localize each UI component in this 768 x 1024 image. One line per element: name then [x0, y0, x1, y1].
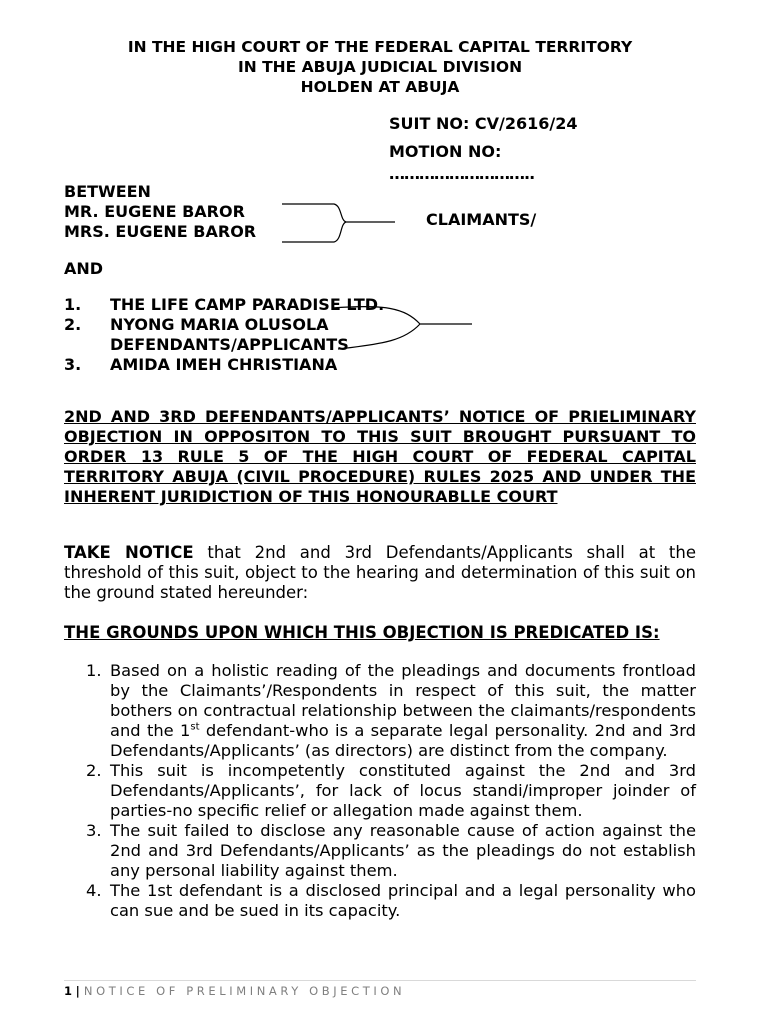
ground-text-part2: defendant-who is a separate legal personality. 2nd and 3rd Defendants/Applicants’ (as directors) are distinct from the company. — [110, 721, 696, 760]
grounds-list — [64, 661, 696, 921]
claimants-brace — [282, 204, 395, 242]
suit-number: SUIT NO: CV/2616/24 — [389, 114, 578, 133]
defendants-brace — [332, 307, 472, 349]
take-notice-text: that 2nd and 3rd Defendants/Applicants shall at the threshold of this suit, object to the hearing and determination of this suit on the ground stated hereunder: — [64, 543, 697, 602]
defendant-1-name: THE LIFE CAMP PARADISE LTD. — [110, 295, 385, 314]
defendant-3-number: 3. — [64, 355, 82, 374]
take-notice-lead: TAKE NOTICE — [64, 543, 194, 562]
ground-text-part1: Based on a holistic reading of the pleadings and documents frontload by the Claimants’/Respondents in respect of this suit, the matter bothers on contractual relationship between the claimants/respondents and the 1 — [110, 661, 696, 740]
ground-number: 1. — [86, 661, 102, 680]
ground-text: The 1st defendant is a disclosed principal and a legal personality who can sue and be sued in its capacity. — [110, 881, 696, 920]
court-title-line1: IN THE HIGH COURT OF THE FEDERAL CAPITAL TERRITORY — [127, 38, 633, 56]
page-footer — [64, 984, 405, 998]
ground-number: 2. — [86, 761, 102, 780]
ground-number: 3. — [86, 821, 102, 840]
page-number: 1 — [64, 984, 73, 998]
and-label: AND — [64, 259, 104, 278]
defendants-label: DEFENDANTS/APPLICANTS — [110, 335, 349, 354]
motion-number-label: MOTION NO: — [389, 142, 502, 161]
court-title-line3: HOLDEN AT ABUJA — [300, 78, 460, 96]
defendant-2-number: 2. — [64, 315, 82, 334]
take-notice-paragraph — [64, 543, 696, 603]
footer-separator: | — [75, 984, 80, 998]
defendant-2-name: NYONG MARIA OLUSOLA — [110, 315, 329, 334]
document-title: 2ND AND 3RD DEFENDANTS/APPLICANTS’ NOTICE OF PRIELIMINARY OBJECTION IN OPPOSITON TO THIS SUIT BROUGHT PURSUANT TO ORDER 13 RULE 5 OF THE HIGH COURT OF FEDERAL CAPITAL TERRITORY ABUJA (CIVIL PROCEDURE) RULES 2025 AND UNDER THE INHERENT JURIDICTION OF THIS HONOURABLLE COURT — [64, 407, 696, 506]
defendant-1-number: 1. — [64, 295, 82, 314]
defendant-3-name: AMIDA IMEH CHRISTIANA — [110, 355, 338, 374]
footer-divider — [64, 980, 696, 981]
ordinal-superscript: st — [190, 721, 200, 733]
grounds-heading: THE GROUNDS UPON WHICH THIS OBJECTION IS PREDICATED IS: — [64, 623, 660, 642]
ground-number: 4. — [86, 881, 102, 900]
motion-number-blank: ……………………….. — [389, 164, 535, 183]
ground-item-4 — [64, 881, 696, 921]
footer-title: NOTICE OF PRELIMINARY OBJECTION — [83, 984, 406, 998]
claimants-label: CLAIMANTS/ — [426, 210, 537, 229]
court-title-line2: IN THE ABUJA JUDICIAL DIVISION — [237, 58, 523, 76]
ground-text: This suit is incompetently constituted against the 2nd and 3rd Defendants/Applicants’, for lack of locus standi/improper joinder of parties-no specific relief or allegation made against them. — [110, 761, 696, 820]
claimant-1: MR. EUGENE BAROR — [64, 202, 245, 221]
claimant-2: MRS. EUGENE BAROR — [64, 222, 257, 241]
ground-item-1 — [64, 661, 696, 761]
ground-item-3 — [64, 821, 696, 881]
between-label: BETWEEN — [64, 182, 151, 201]
ground-text: The suit failed to disclose any reasonable cause of action against the 2nd and 3rd Defendants/Applicants’ as the pleadings do not establish any personal liability against them. — [110, 821, 696, 880]
ground-item-2 — [64, 761, 696, 821]
